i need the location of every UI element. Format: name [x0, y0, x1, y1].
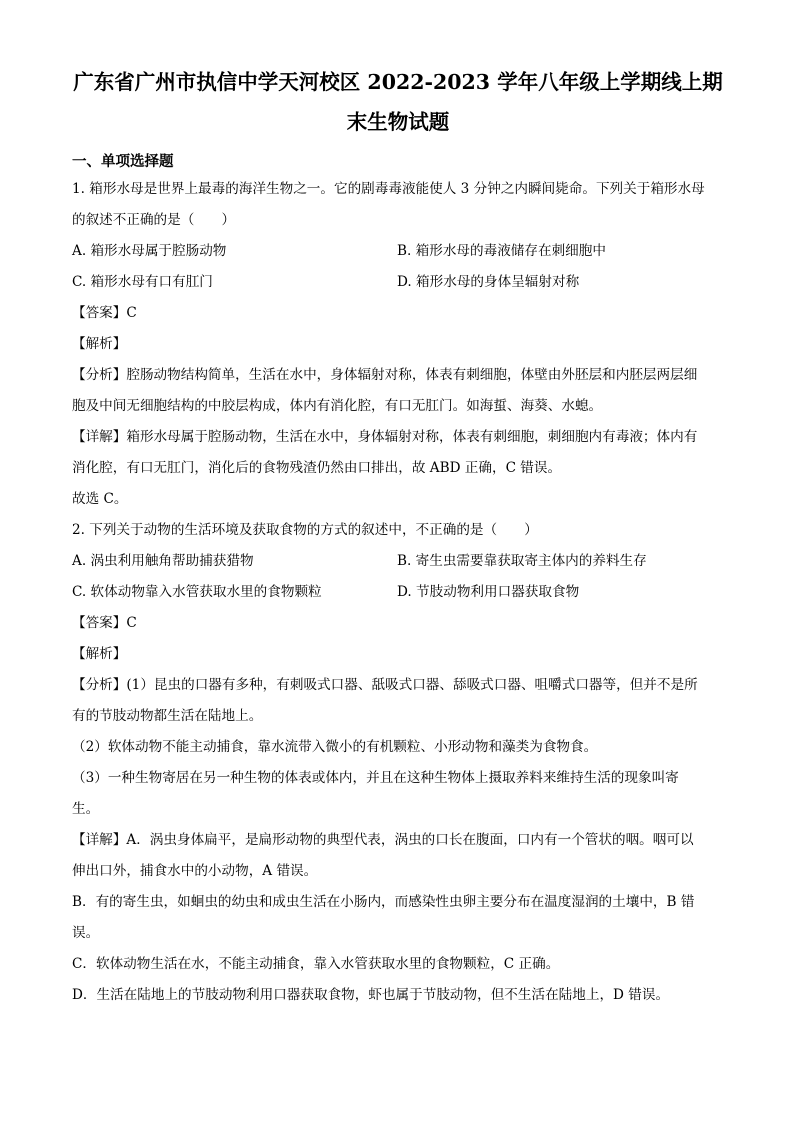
analysis-line: 【详解】A．涡虫身体扁平，是扁形动物的典型代表，涡虫的口长在腹面，口内有一个管状的咽。咽可以 — [72, 832, 694, 848]
analysis-line: （2）软体动物不能主动捕食，靠水流带入微小的有机颗粒、小形动物和藻类为食物食。 — [72, 739, 598, 755]
analysis-line: 生。 — [72, 801, 100, 817]
analysis-line: 【详解】箱形水母属于腔肠动物，生活在水中，身体辐射对称，体表有刺细胞，刺细胞内有毒液；体内有 — [72, 429, 698, 445]
question-2 — [72, 515, 724, 1011]
option-c: C. 软体动物靠入水管获取水里的食物颗粒 — [72, 584, 322, 600]
analysis-line: B．有的寄生虫，如蛔虫的幼虫和成虫生活在小肠内，而感染性虫卵主要分布在温度湿润的土壤中，B 错 — [72, 894, 695, 910]
answer-line: 【答案】C — [72, 615, 137, 631]
option-d: D. 箱形水母的身体呈辐射对称 — [397, 274, 580, 290]
document-title — [72, 62, 724, 142]
document-page — [72, 62, 724, 1011]
question-stem-line: 的叙述不正确的是（ ） — [72, 212, 236, 228]
options-grid — [72, 236, 724, 298]
analysis-line: 胞及中间无细胞结构的中胶层构成，体内有消化腔，有口无肛门。如海蜇、海葵、水螅。 — [72, 398, 603, 414]
section-heading: 一、单项选择题 — [72, 154, 174, 170]
analysis-label: 【解析】 — [72, 646, 127, 662]
option-a: A. 涡虫利用触角帮助捕获猎物 — [72, 553, 254, 569]
question-stem-line: 1. 箱形水母是世界上最毒的海洋生物之一。它的剧毒毒液能使人 3 分钟之内瞬间毙命。下列关于箱形水母 — [72, 181, 705, 197]
option-c: C. 箱形水母有口有肛门 — [72, 274, 213, 290]
analysis-line: 伸出口外，捕食水中的小动物，A 错误。 — [72, 863, 318, 879]
analysis-line: （3）一种生物寄居在另一种生物的体表或体内，并且在这种生物体上摄取养料来维持生活的现象叫寄 — [72, 770, 679, 786]
analysis-line: 消化腔，有口无肛门，消化后的食物残渣仍然由口排出，故 ABD 正确，C 错误。 — [72, 460, 562, 476]
option-d: D. 节肢动物利用口器获取食物 — [397, 584, 580, 600]
option-b: B. 箱形水母的毒液储存在刺细胞中 — [397, 243, 606, 259]
question-1 — [72, 174, 724, 515]
options-grid — [72, 546, 724, 608]
option-b: B. 寄生虫需要靠获取寄主体内的养料生存 — [397, 553, 647, 569]
analysis-line: 故选 C。 — [72, 491, 128, 507]
title-line-1: 广东省广州市执信中学天河校区 2022-2023 学年八年级上学期线上期 — [73, 70, 723, 94]
title-line-2: 末生物试题 — [346, 110, 450, 134]
analysis-line: 有的节肢动物都生活在陆地上。 — [72, 708, 263, 724]
option-a: A. 箱形水母属于腔肠动物 — [72, 243, 227, 259]
analysis-line: 【分析】(1）昆虫的口器有多种，有刺吸式口器、舐吸式口器、舔吸式口器、咀嚼式口器等，但并不是所 — [72, 677, 698, 693]
analysis-line: 误。 — [72, 925, 100, 941]
question-stem-line: 2. 下列关于动物的生活环境及获取食物的方式的叙述中，不正确的是（ ） — [72, 522, 538, 538]
analysis-line: 【分析】腔肠动物结构简单，生活在水中，身体辐射对称，体表有刺细胞，体壁由外胚层和内胚层两层细 — [72, 367, 698, 383]
analysis-line: D．生活在陆地上的节肢动物利用口器获取食物，虾也属于节肢动物，但不生活在陆地上，D 错误。 — [72, 987, 670, 1003]
analysis-line: C．软体动物生活在水，不能主动捕食，靠入水管获取水里的食物颗粒，C 正确。 — [72, 956, 560, 972]
answer-line: 【答案】C — [72, 305, 137, 321]
analysis-label: 【解析】 — [72, 336, 127, 352]
